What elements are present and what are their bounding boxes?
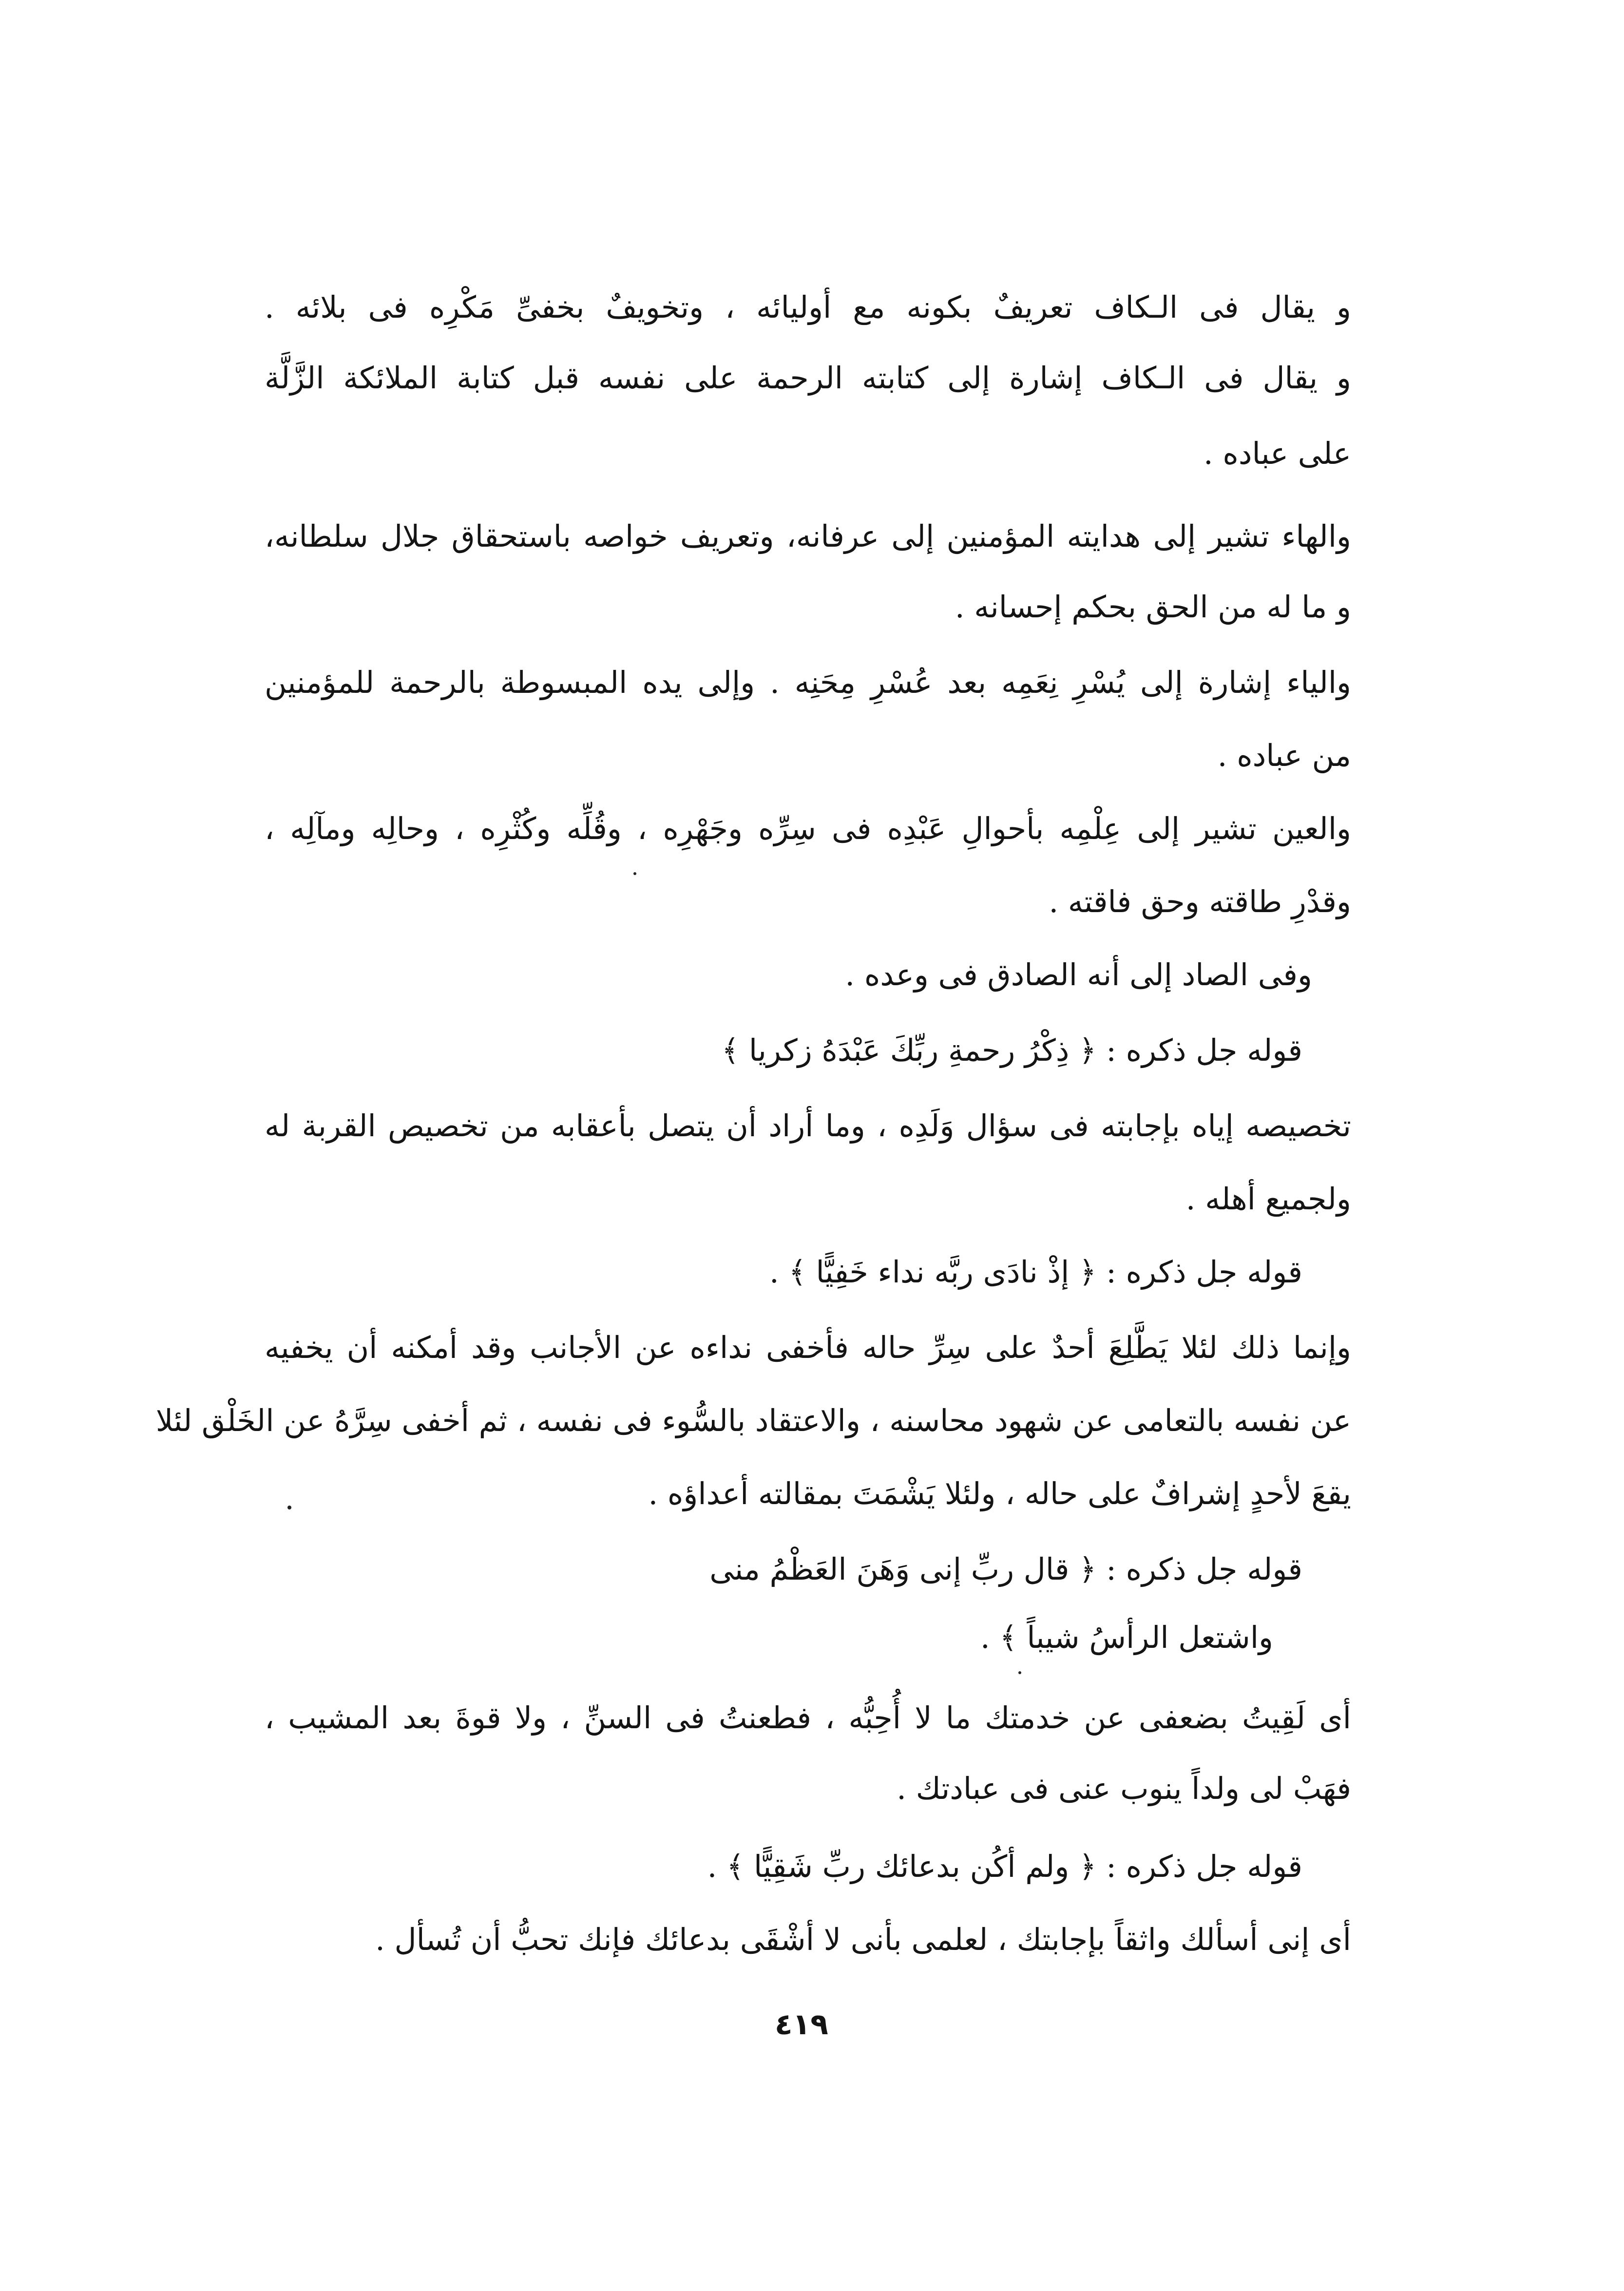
text-line: والياء إشارة إلى يُسْرِ نِعَمِه بعد عُسْرِ مِحَنِه . وإلى يده المبسوطة بالرحمة للمؤمنين <box>265 665 1351 700</box>
text-line: على عباده . <box>1203 436 1351 471</box>
text-line: والهاء تشير إلى هدايته المؤمنين إلى عرفانه، وتعريف خواصه باستحقاق جلال سلطانه، <box>265 518 1351 554</box>
text-line: من عباده . <box>1217 738 1351 773</box>
scan-speck <box>1018 1671 1021 1674</box>
verse-heading-continuation: واشتعل الرأسُ شيباً ﴾ . <box>980 1620 1273 1655</box>
text-line: أى لَقِيتُ بضعفى عن خدمتك ما لا أُحِبُّه ، فطعنتُ فى السنِّ ، ولا قوةَ بعد المشيب ، <box>265 1700 1351 1736</box>
scan-speck <box>633 872 636 875</box>
page-number: ٤١٩ <box>775 2007 828 2042</box>
text-line: والعين تشير إلى عِلْمِه بأحوالِ عَبْدِه فى سِرِّه وجَهْرِه ، وقُلِّه وكُثْرِه ، وحالِه ومآلِه ، <box>265 811 1351 846</box>
text-line: و ما له من الحق بحكم إحسانه . <box>955 589 1351 625</box>
text-line: وقدْرِ طاقته وحق فاقته . <box>1049 884 1351 919</box>
text-line: يقعَ لأحدٍ إشرافٌ على حاله ، ولئلا يَشْمَتَ بمقالته أعداؤه . <box>648 1476 1351 1511</box>
verse-heading: قوله جل ذكره : ﴿ قال ربِّ إنى وَهَنَ العَظْمُ منى <box>709 1551 1302 1587</box>
text-line: عن نفسه بالتعامى عن شهود محاسنه ، والاعتقاد بالسُّوء فى نفسه ، ثم أخفى سِرَّهُ عن الخَلْق لئلا <box>155 1403 1351 1438</box>
text-line: و يقال فى الـكاف إشارة إلى كتابته الرحمة على نفسه قبل كتابة الملائكة الزَّلَّة <box>265 360 1351 396</box>
verse-heading: قوله جل ذكره : ﴿ إذْ نادَى ربَّه نداء خَفِيًّا ﴾ . <box>769 1254 1302 1290</box>
text-line: ولجميع أهله . <box>1185 1181 1351 1217</box>
text-line: و يقال فى الـكاف تعريفٌ بكونه مع أوليائه ، وتخويفٌ بخفىِّ مَكْرِه فى بلائه . <box>265 289 1351 325</box>
scan-speck <box>287 1506 291 1509</box>
text-line: تخصيصه إياه بإجابته فى سؤال وَلَدِه ، وما أراد أن يتصل بأعقابه من تخصيص القربة له <box>265 1108 1351 1144</box>
verse-heading: قوله جل ذكره : ﴿ ولم أكُن بدعائك ربِّ شَقِيًّا ﴾ . <box>707 1849 1302 1884</box>
text-line: وإنما ذلك لئلا يَطَّلِعَ أحدٌ على سِرِّ حاله فأخفى نداءه عن الأجانب وقد أمكنه أن يخفيه <box>265 1330 1351 1365</box>
text-line: وفى الصاد إلى أنه الصادق فى وعده . <box>845 957 1312 993</box>
verse-heading: قوله جل ذكره : ﴿ ذِكْرُ رحمةِ ربِّكَ عَبْدَهُ زكريا ﴾ <box>721 1032 1302 1068</box>
text-line: أى إنى أسألك واثقاً بإجابتك ، لعلمى بأنى لا أشْقَى بدعائك فإنك تحبُّ أن تُسأل . <box>375 1922 1351 1957</box>
text-line: فهَبْ لى ولداً ينوب عنى فى عبادتك . <box>897 1771 1351 1806</box>
